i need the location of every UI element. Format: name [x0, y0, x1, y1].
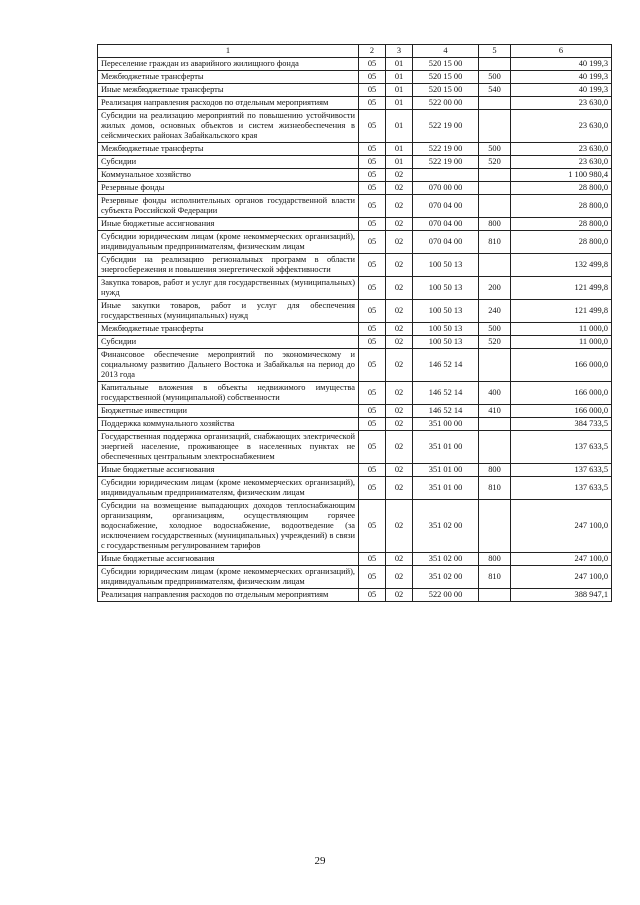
- row-subsection-code: 02: [386, 349, 413, 382]
- row-target-code: 100 50 13: [413, 336, 479, 349]
- row-target-code: 070 00 00: [413, 182, 479, 195]
- row-target-code: 351 01 00: [413, 464, 479, 477]
- table-row: [98, 323, 612, 336]
- row-amount: 137 633,5: [511, 431, 612, 464]
- row-name: Государственная поддержка организаций, снабжающих электрической энергией население, проживающее в населенных пунктах не обеспеченных центральным электроснабжением: [98, 431, 359, 464]
- row-amount: 166 000,0: [511, 382, 612, 405]
- row-amount: 166 000,0: [511, 405, 612, 418]
- row-expense-type: [479, 589, 511, 602]
- row-target-code: 351 02 00: [413, 500, 479, 553]
- header-col-2: 2: [359, 45, 386, 58]
- table-row: [98, 195, 612, 218]
- row-target-code: 351 01 00: [413, 431, 479, 464]
- row-subsection-code: 02: [386, 169, 413, 182]
- row-target-code: 100 50 13: [413, 300, 479, 323]
- row-expense-type: [479, 254, 511, 277]
- row-subsection-code: 02: [386, 589, 413, 602]
- row-name: Реализация направления расходов по отдельным мероприятиям: [98, 97, 359, 110]
- row-section-code: 05: [359, 500, 386, 553]
- row-amount: 137 633,5: [511, 464, 612, 477]
- row-subsection-code: 01: [386, 58, 413, 71]
- row-amount: 11 000,0: [511, 323, 612, 336]
- row-section-code: 05: [359, 143, 386, 156]
- row-name: Коммунальное хозяйство: [98, 169, 359, 182]
- table-row: [98, 231, 612, 254]
- row-amount: 388 947,1: [511, 589, 612, 602]
- row-subsection-code: 01: [386, 110, 413, 143]
- header-col-5: 5: [479, 45, 511, 58]
- table-row: [98, 500, 612, 553]
- row-target-code: 522 19 00: [413, 143, 479, 156]
- row-name: Иные бюджетные ассигнования: [98, 553, 359, 566]
- row-amount: 1 100 980,4: [511, 169, 612, 182]
- row-expense-type: [479, 418, 511, 431]
- header-row: [98, 45, 612, 58]
- row-target-code: [413, 169, 479, 182]
- table-row: [98, 300, 612, 323]
- row-amount: 11 000,0: [511, 336, 612, 349]
- row-name: Финансовое обеспечение мероприятий по экономическому и социальному развитию Дальнего Востока и Забайкалья на период до 2013 года: [98, 349, 359, 382]
- row-section-code: 05: [359, 336, 386, 349]
- row-expense-type: [479, 431, 511, 464]
- row-expense-type: 800: [479, 464, 511, 477]
- row-amount: 23 630,0: [511, 97, 612, 110]
- row-expense-type: [479, 110, 511, 143]
- row-subsection-code: 01: [386, 71, 413, 84]
- row-name: Резервные фонды: [98, 182, 359, 195]
- row-amount: 40 199,3: [511, 84, 612, 97]
- row-section-code: 05: [359, 97, 386, 110]
- table-row: [98, 97, 612, 110]
- row-target-code: 522 00 00: [413, 97, 479, 110]
- row-expense-type: 810: [479, 477, 511, 500]
- row-amount: 28 800,0: [511, 218, 612, 231]
- row-section-code: 05: [359, 231, 386, 254]
- row-expense-type: 240: [479, 300, 511, 323]
- row-expense-type: [479, 97, 511, 110]
- row-name: Субсидии юридическим лицам (кроме некоммерческих организаций), индивидуальным предпринимателям, физическим лицам: [98, 231, 359, 254]
- header-col-6: 6: [511, 45, 612, 58]
- row-amount: 121 499,8: [511, 300, 612, 323]
- row-subsection-code: 02: [386, 231, 413, 254]
- row-section-code: 05: [359, 156, 386, 169]
- header-col-3: 3: [386, 45, 413, 58]
- table-row: [98, 349, 612, 382]
- row-subsection-code: 01: [386, 97, 413, 110]
- table-row: [98, 110, 612, 143]
- row-section-code: 05: [359, 58, 386, 71]
- row-subsection-code: 02: [386, 300, 413, 323]
- row-section-code: 05: [359, 382, 386, 405]
- row-section-code: 05: [359, 349, 386, 382]
- row-subsection-code: 01: [386, 143, 413, 156]
- table-row: [98, 405, 612, 418]
- row-amount: 28 800,0: [511, 195, 612, 218]
- row-target-code: 351 00 00: [413, 418, 479, 431]
- table-row: [98, 589, 612, 602]
- row-target-code: 351 02 00: [413, 553, 479, 566]
- table-row: [98, 477, 612, 500]
- row-subsection-code: 02: [386, 323, 413, 336]
- row-name: Межбюджетные трансферты: [98, 323, 359, 336]
- row-section-code: 05: [359, 182, 386, 195]
- header-col-1: 1: [98, 45, 359, 58]
- row-target-code: 351 01 00: [413, 477, 479, 500]
- row-target-code: 070 04 00: [413, 231, 479, 254]
- row-section-code: 05: [359, 110, 386, 143]
- row-name: Резервные фонды исполнительных органов государственной власти субъекта Российской Федерации: [98, 195, 359, 218]
- row-expense-type: [479, 169, 511, 182]
- row-subsection-code: 02: [386, 477, 413, 500]
- row-expense-type: 410: [479, 405, 511, 418]
- row-section-code: 05: [359, 169, 386, 182]
- table-row: [98, 464, 612, 477]
- row-section-code: 05: [359, 589, 386, 602]
- row-subsection-code: 02: [386, 182, 413, 195]
- table-row: [98, 277, 612, 300]
- row-expense-type: 200: [479, 277, 511, 300]
- row-section-code: 05: [359, 405, 386, 418]
- table-row: [98, 182, 612, 195]
- row-subsection-code: 02: [386, 431, 413, 464]
- row-name: Реализация направления расходов по отдельным мероприятиям: [98, 589, 359, 602]
- table-row: [98, 218, 612, 231]
- table-row: [98, 553, 612, 566]
- row-subsection-code: 02: [386, 195, 413, 218]
- row-subsection-code: 02: [386, 382, 413, 405]
- row-subsection-code: 02: [386, 566, 413, 589]
- row-expense-type: [479, 349, 511, 382]
- row-expense-type: [479, 195, 511, 218]
- row-expense-type: 500: [479, 323, 511, 336]
- row-name: Переселение граждан из аварийного жилищного фонда: [98, 58, 359, 71]
- row-section-code: 05: [359, 300, 386, 323]
- row-name: Субсидии на возмещение выпадающих доходов теплоснабжающим организациям, организациям, осуществляющим горячее водоснабжение, холодное водоснабжение, водоотведение (за исключением государственных (муниципальных) учреждений) в связи с государственным регулированием тарифов: [98, 500, 359, 553]
- row-target-code: 351 02 00: [413, 566, 479, 589]
- row-name: Межбюджетные трансферты: [98, 143, 359, 156]
- row-subsection-code: 01: [386, 156, 413, 169]
- row-target-code: 070 04 00: [413, 218, 479, 231]
- row-target-code: 520 15 00: [413, 84, 479, 97]
- row-subsection-code: 02: [386, 418, 413, 431]
- row-expense-type: 810: [479, 566, 511, 589]
- row-name: Межбюджетные трансферты: [98, 71, 359, 84]
- row-name: Поддержка коммунального хозяйства: [98, 418, 359, 431]
- row-name: Субсидии: [98, 336, 359, 349]
- row-expense-type: 400: [479, 382, 511, 405]
- row-amount: 40 199,3: [511, 71, 612, 84]
- table-header: [98, 45, 612, 58]
- row-section-code: 05: [359, 418, 386, 431]
- row-target-code: 522 00 00: [413, 589, 479, 602]
- row-name: Иные бюджетные ассигнования: [98, 464, 359, 477]
- header-col-4: 4: [413, 45, 479, 58]
- row-section-code: 05: [359, 84, 386, 97]
- row-amount: 137 633,5: [511, 477, 612, 500]
- row-target-code: 100 50 13: [413, 323, 479, 336]
- table-row: [98, 254, 612, 277]
- table-row: [98, 382, 612, 405]
- row-name: Иные закупки товаров, работ и услуг для обеспечения государственных (муниципальных) нужд: [98, 300, 359, 323]
- row-subsection-code: 02: [386, 218, 413, 231]
- row-section-code: 05: [359, 71, 386, 84]
- row-amount: 40 199,3: [511, 58, 612, 71]
- row-subsection-code: 02: [386, 464, 413, 477]
- row-amount: 23 630,0: [511, 156, 612, 169]
- row-expense-type: 520: [479, 336, 511, 349]
- row-name: Субсидии: [98, 156, 359, 169]
- table-row: [98, 156, 612, 169]
- row-amount: 28 800,0: [511, 231, 612, 254]
- row-subsection-code: 02: [386, 405, 413, 418]
- row-amount: 247 100,0: [511, 500, 612, 553]
- row-expense-type: 800: [479, 553, 511, 566]
- row-amount: 132 499,8: [511, 254, 612, 277]
- row-expense-type: [479, 500, 511, 553]
- row-expense-type: 540: [479, 84, 511, 97]
- row-section-code: 05: [359, 464, 386, 477]
- row-subsection-code: 02: [386, 500, 413, 553]
- row-subsection-code: 02: [386, 336, 413, 349]
- row-section-code: 05: [359, 254, 386, 277]
- row-target-code: 100 50 13: [413, 254, 479, 277]
- table-row: [98, 431, 612, 464]
- row-amount: 247 100,0: [511, 553, 612, 566]
- row-section-code: 05: [359, 218, 386, 231]
- row-amount: 121 499,8: [511, 277, 612, 300]
- table-row: [98, 71, 612, 84]
- row-section-code: 05: [359, 195, 386, 218]
- row-section-code: 05: [359, 323, 386, 336]
- row-expense-type: 810: [479, 231, 511, 254]
- row-target-code: 522 19 00: [413, 156, 479, 169]
- table-row: [98, 336, 612, 349]
- row-name: Субсидии на реализацию региональных программ в области энергосбережения и повышения энергетической эффективности: [98, 254, 359, 277]
- row-target-code: 522 19 00: [413, 110, 479, 143]
- row-subsection-code: 02: [386, 553, 413, 566]
- row-name: Иные бюджетные ассигнования: [98, 218, 359, 231]
- page-number: 29: [314, 855, 326, 867]
- row-section-code: 05: [359, 566, 386, 589]
- row-expense-type: 520: [479, 156, 511, 169]
- row-amount: 23 630,0: [511, 143, 612, 156]
- row-name: Субсидии юридическим лицам (кроме некоммерческих организаций), индивидуальным предпринимателям, физическим лицам: [98, 477, 359, 500]
- table-row: [98, 566, 612, 589]
- row-name: Субсидии на реализацию мероприятий по повышению устойчивости жилых домов, основных объектов и систем жизнеобеспечения в сейсмических районах Забайкальского края: [98, 110, 359, 143]
- row-section-code: 05: [359, 553, 386, 566]
- row-section-code: 05: [359, 277, 386, 300]
- row-name: Капитальные вложения в объекты недвижимого имущества государственной (муниципальной) собственности: [98, 382, 359, 405]
- row-target-code: 146 52 14: [413, 405, 479, 418]
- row-expense-type: [479, 182, 511, 195]
- row-subsection-code: 02: [386, 277, 413, 300]
- row-target-code: 146 52 14: [413, 382, 479, 405]
- row-amount: 23 630,0: [511, 110, 612, 143]
- row-target-code: 520 15 00: [413, 71, 479, 84]
- row-expense-type: [479, 58, 511, 71]
- row-expense-type: 500: [479, 71, 511, 84]
- row-subsection-code: 02: [386, 254, 413, 277]
- table-row: [98, 58, 612, 71]
- row-name: Субсидии юридическим лицам (кроме некоммерческих организаций), индивидуальным предпринимателям, физическим лицам: [98, 566, 359, 589]
- budget-table: [97, 44, 612, 602]
- row-expense-type: 500: [479, 143, 511, 156]
- row-subsection-code: 01: [386, 84, 413, 97]
- row-name: Бюджетные инвестиции: [98, 405, 359, 418]
- row-amount: 28 800,0: [511, 182, 612, 195]
- table-row: [98, 169, 612, 182]
- row-target-code: 520 15 00: [413, 58, 479, 71]
- row-expense-type: 800: [479, 218, 511, 231]
- row-amount: 166 000,0: [511, 349, 612, 382]
- row-name: Иные межбюджетные трансферты: [98, 84, 359, 97]
- row-amount: 384 733,5: [511, 418, 612, 431]
- row-amount: 247 100,0: [511, 566, 612, 589]
- row-section-code: 05: [359, 477, 386, 500]
- row-target-code: 070 04 00: [413, 195, 479, 218]
- row-name: Закупка товаров, работ и услуг для государственных (муниципальных) нужд: [98, 277, 359, 300]
- table-row: [98, 418, 612, 431]
- table-body: [98, 58, 612, 602]
- row-section-code: 05: [359, 431, 386, 464]
- table-row: [98, 143, 612, 156]
- row-target-code: 100 50 13: [413, 277, 479, 300]
- table-row: [98, 84, 612, 97]
- row-target-code: 146 52 14: [413, 349, 479, 382]
